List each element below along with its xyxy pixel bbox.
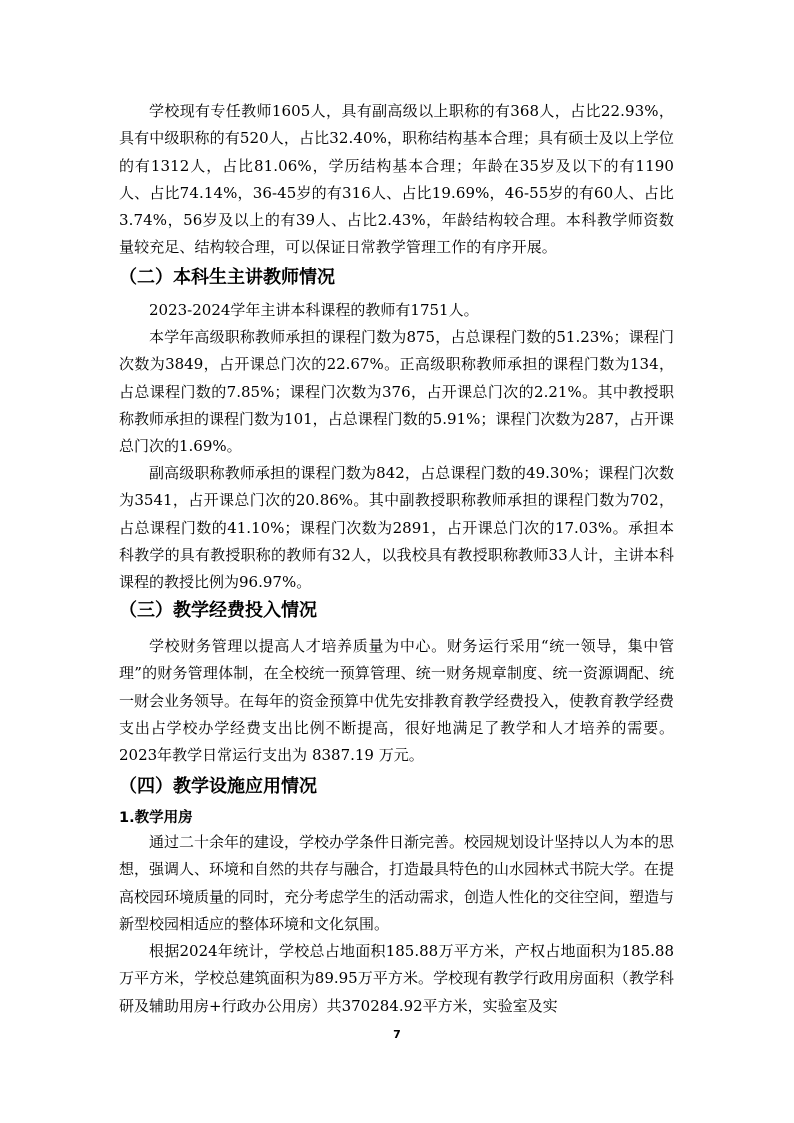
paragraph-campus-construction bbox=[119, 829, 674, 938]
paragraph-lecturer-count bbox=[119, 297, 674, 324]
paragraph-text: 根据2024年统计，学校总占地面积185.88万平方米，产权占地面积为185.88万平方米，学校总建筑面积为89.95万平方米。学校现有教学行政用房面积（教学科研及辅助用房+行政办公用房）共370284.92平方米，实验室及实 bbox=[119, 942, 674, 1015]
section-heading-4: （四）教学设施应用情况 bbox=[119, 776, 317, 797]
paragraph-campus-area bbox=[119, 938, 674, 1020]
paragraph-funding bbox=[119, 633, 674, 769]
paragraph-text: 本学年高级职称教师承担的课程门数为875，占总课程门数的51.23%；课程门次数为3849，占开课总门次的22.67%。正高级职称教师承担的课程门数为134，占总课程门数的7.85%；课程门次数为376，占开课总门次的2.21%。其中教授职称教师承担的课程门数为101，占总课程门数的5.91%；课程门次数为287，占开课总门次的1.69%。 bbox=[119, 328, 674, 456]
paragraph-text: 学校现有专任教师1605人，具有副高级以上职称的有368人，占比22.93%，具有中级职称的有520人，占比32.40%，职称结构基本合理；具有硕士及以上学位的有1312人，占比81.06%，学历结构基本合理；年龄在35岁及以下的有1190人、占比74.14%，36-45岁的有316人、占比19.69%，46-55岁的有60人、占比3.74%，56岁及以上的有39人、占比2.43%，年龄结构较合理。本科教学师资数量较充足、结构较合理，可以保证日常教学管理工作的有序开展。 bbox=[119, 102, 674, 257]
paragraph-text: 学校财务管理以提高人才培养质量为中心。财务运行采用“统一领导，集中管理”的财务管理体制，在全校统一预算管理、统一财务规章制度、统一资源调配、统一财会业务领导。在每年的资金预算中优先安排教育教学经费投入，使教育教学经费支出占学校办学经费支出比例不断提高，很好地满足了教学和人才培养的需要。2023年教学日常运行支出为 8387.19 万元。 bbox=[119, 637, 675, 765]
paragraph-text: 通过二十余年的建设，学校办学条件日渐完善。校园规划设计坚持以人为本的思想，强调人、环境和自然的共存与融合，打造最具特色的山水园林式书院大学。在提高校园环境质量的同时，充分考虑学生的活动需求，创造人性化的交往空间，塑造与新型校园相适应的整体环境和文化氛围。 bbox=[119, 833, 675, 933]
paragraph-text: 2023-2024学年主讲本科课程的教师有1751人。 bbox=[149, 301, 479, 319]
page-number: 7 bbox=[393, 1028, 401, 1041]
paragraph-text: 副高级职称教师承担的课程门数为842，占总课程门数的49.30%；课程门次数为3541，占开课总门次的20.86%。其中副教授职称教师承担的课程门数为702，占总课程门数的41.10%；课程门次数为2891，占开课总门次的17.03%。承担本科教学的具有教授职称的教师有32人，以我校具有教授职称教师33人计，主讲本科课程的教授比例为96.97%。 bbox=[119, 464, 674, 592]
paragraph-faculty-structure bbox=[119, 98, 674, 262]
section-heading-2: （二）本科生主讲教师情况 bbox=[119, 267, 335, 288]
subsection-heading-teaching-buildings: 1.教学用房 bbox=[119, 810, 193, 826]
paragraph-senior-title-courses bbox=[119, 324, 674, 460]
section-heading-3: （三）教学经费投入情况 bbox=[119, 600, 317, 621]
paragraph-associate-title-courses bbox=[119, 460, 674, 596]
